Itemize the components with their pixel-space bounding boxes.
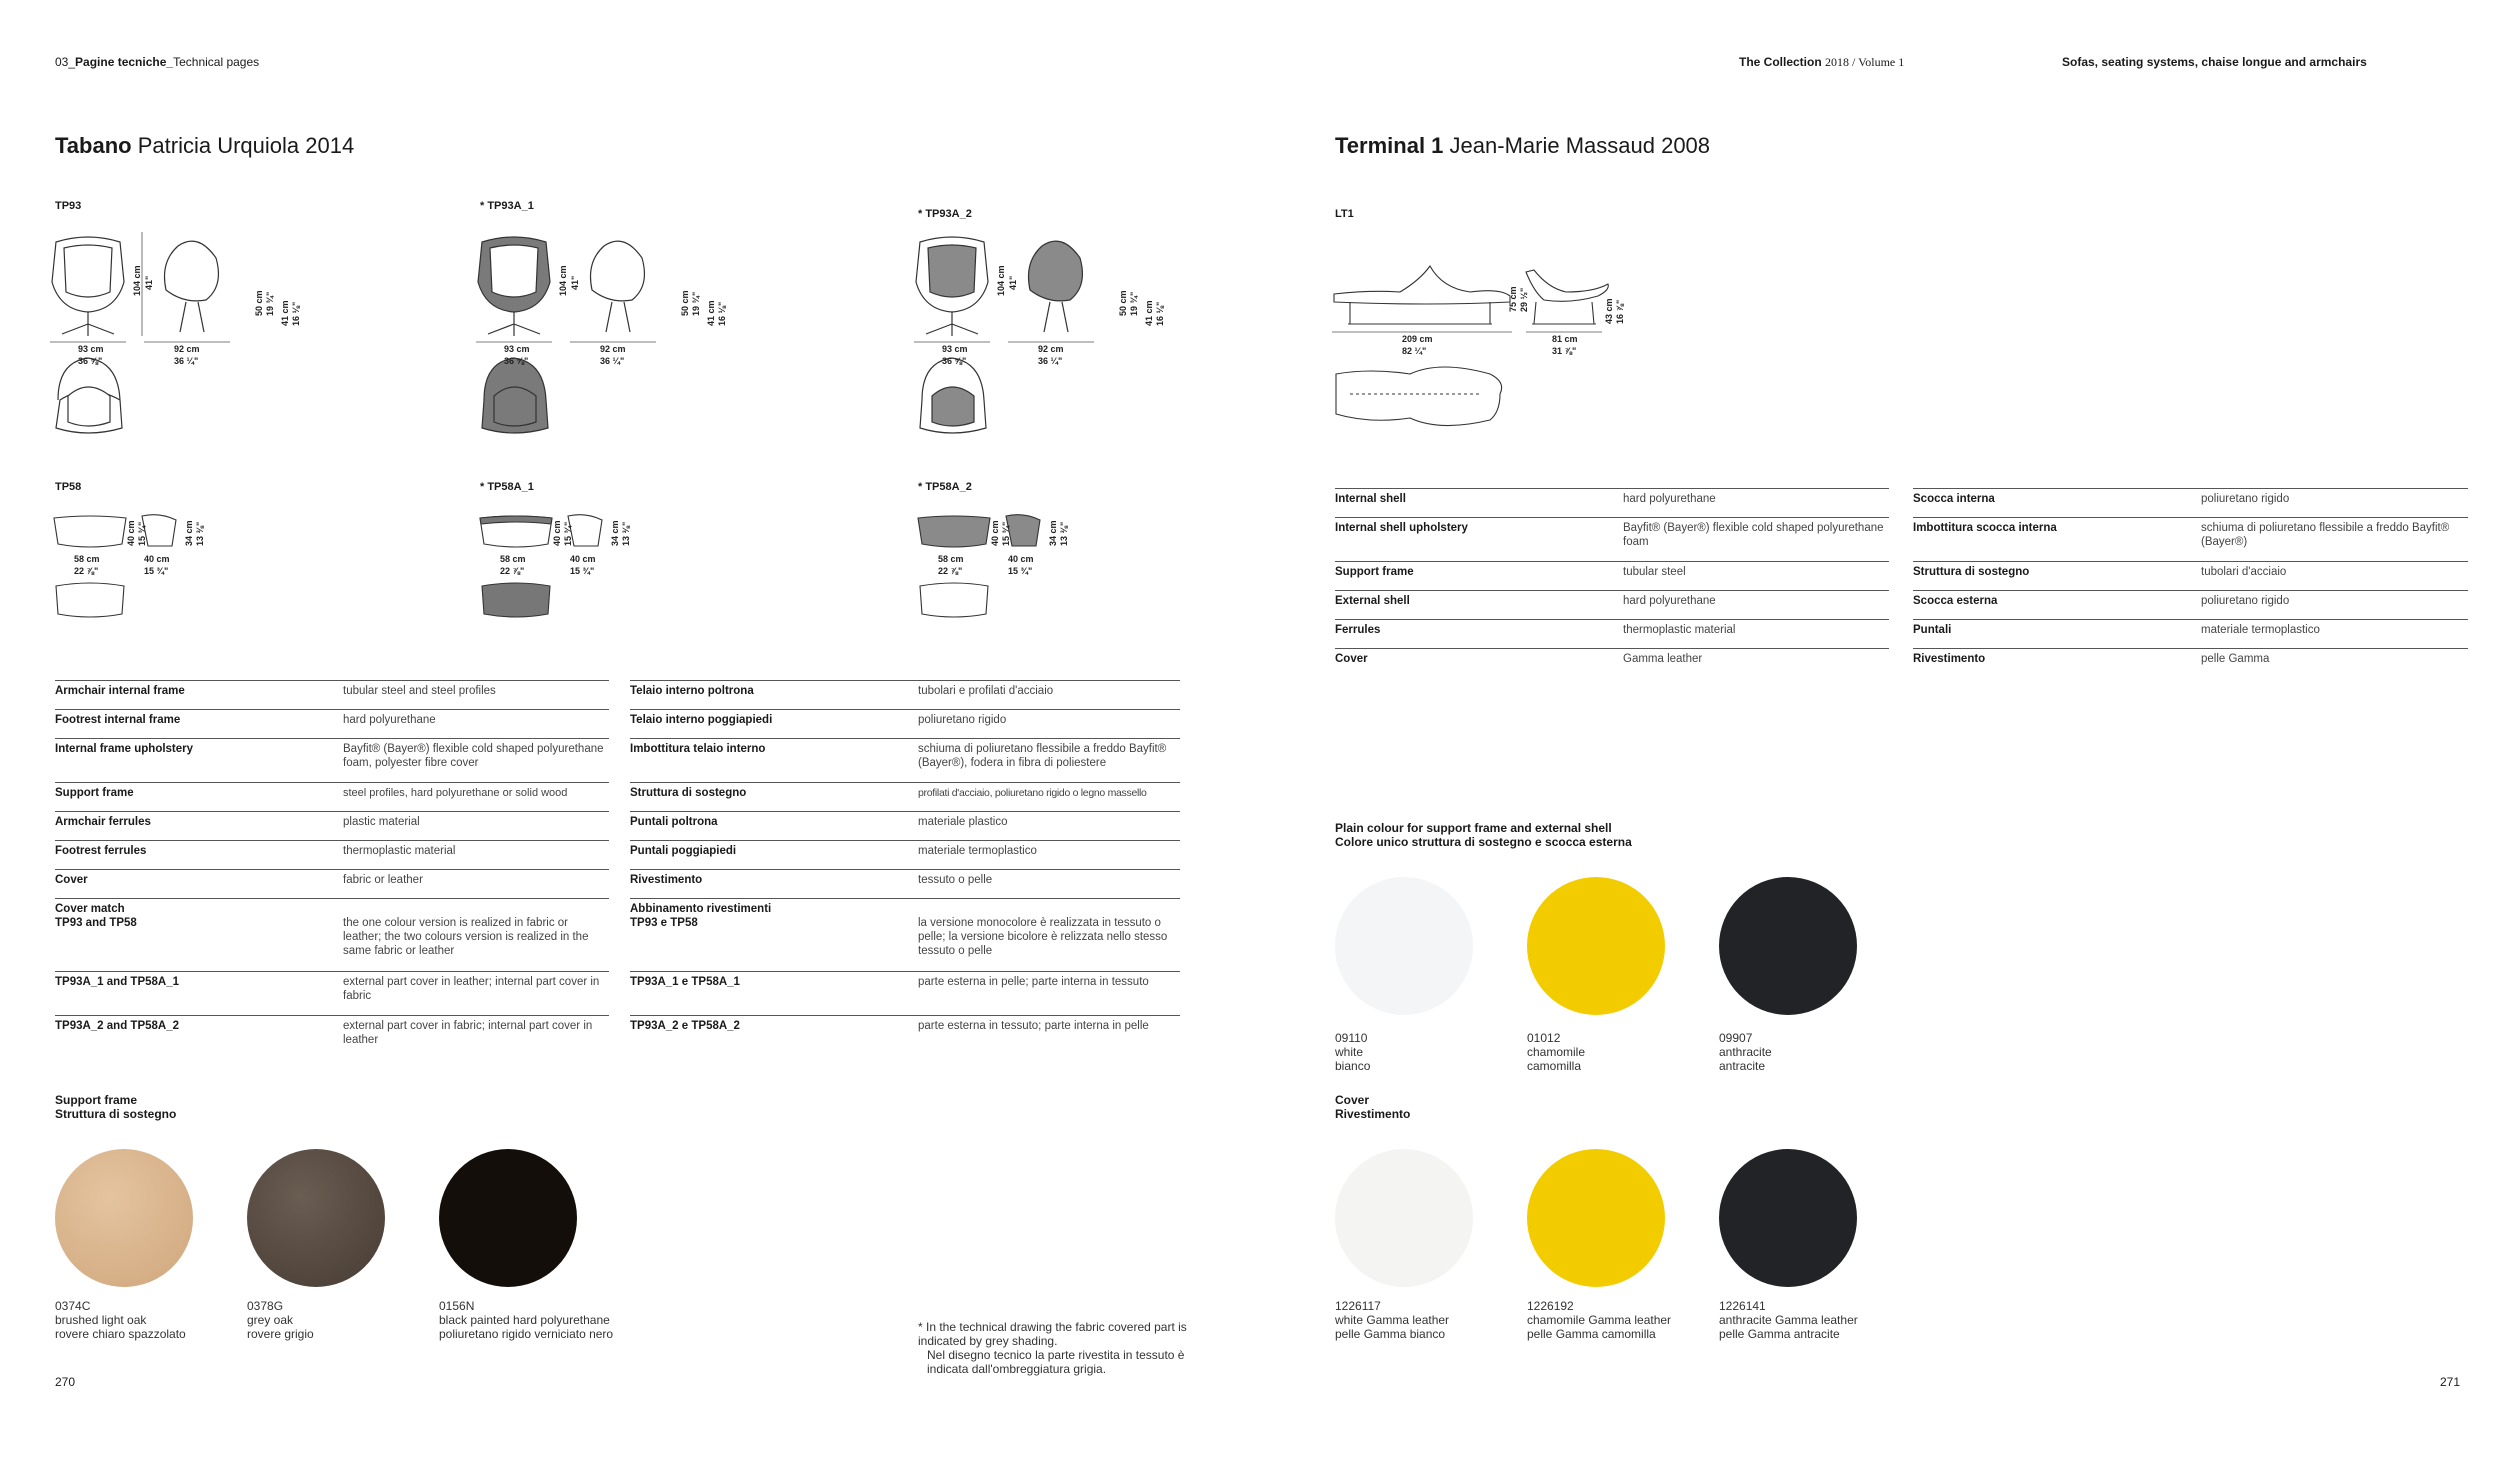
table-row: Armchair ferrules plastic material — [55, 811, 609, 840]
note-en: * In the technical drawing the fabric covered part is indicated by grey shading. — [918, 1320, 1187, 1348]
product-name: Terminal 1 — [1335, 133, 1444, 158]
table-row: Puntali materiale termoplastico — [1913, 619, 2468, 648]
table-row: Armchair internal frame tubular steel and steel profiles — [55, 680, 609, 709]
dim-seat-in: 19 ¾" — [265, 291, 275, 316]
swatch-chamomile-gamma-leather[interactable] — [1527, 1149, 1665, 1287]
model-code-tp58a1: * TP58A_1 — [480, 481, 534, 493]
dim-h1-cm: 40 cm — [552, 520, 562, 546]
table-row: Footrest internal frame hard polyurethane — [55, 709, 609, 738]
table-row: Struttura di sostegno tubolari d'acciaio — [1913, 561, 2468, 590]
dim-width-in: 82 ¼" — [1402, 346, 1427, 356]
dim-depth-in: 36 ¼" — [174, 356, 199, 366]
dim-h1-in: 29 ½" — [1519, 287, 1529, 312]
table-row: Imbottitura telaio interno schiuma di poliuretano flessibile a freddo Bayfit® (Bayer®), fodera in fibra di poliestere — [630, 738, 1180, 782]
dim-h2-in: 16 ⅞" — [1615, 299, 1625, 324]
swatch-white[interactable] — [1335, 877, 1473, 1015]
swatch-anthracite-gamma-leather[interactable] — [1719, 1149, 1857, 1287]
swatch-white-gamma-leather[interactable] — [1335, 1149, 1473, 1287]
section-number: 03_ — [55, 55, 76, 69]
dim-width-cm: 93 cm — [504, 344, 530, 354]
product-title-tabano — [55, 133, 354, 159]
dim-arm-in: 16 ⅛" — [717, 301, 727, 326]
dim-width-in: 22 ⅞" — [74, 566, 99, 576]
dim-width-in: 36 ⅝" — [78, 356, 103, 366]
model-code-tp93: TP93 — [55, 200, 82, 212]
model-code-tp93a2: * TP93A_2 — [918, 208, 972, 220]
page-number-right: 271 — [2440, 1375, 2461, 1389]
dim-seat-cm: 50 cm — [254, 290, 264, 316]
dim-height-in: 41" — [570, 275, 580, 290]
dim-depth-cm: 40 cm — [570, 554, 596, 564]
swatch-brushed-light-oak[interactable] — [55, 1149, 193, 1287]
table-row: External shell hard polyurethane — [1335, 590, 1889, 619]
drawing-tp58a1 — [476, 510, 656, 625]
swatch-label: 1226192 chamomile Gamma leather pelle Gamma camomilla — [1527, 1299, 1672, 1341]
model-code-tp58: TP58 — [55, 481, 82, 493]
dim-depth-cm: 92 cm — [174, 344, 200, 354]
dim-height-cm: 104 cm — [996, 265, 1006, 296]
table-row: Puntali poggiapiedi materiale termoplastico — [630, 840, 1180, 869]
swatch-label: 09907 anthracite antracite — [1719, 1031, 1772, 1073]
table-row: Support frame steel profiles, hard polyurethane or solid wood — [55, 782, 609, 811]
dim-h1-cm: 40 cm — [126, 520, 136, 546]
drawing-tp58 — [50, 510, 230, 625]
dim-width-in: 22 ⅞" — [500, 566, 525, 576]
cover-title: Cover Rivestimento — [1335, 1093, 1411, 1121]
category-header: Sofas, seating systems, chaise longue and armchairs — [2062, 55, 2367, 69]
table-row: Telaio interno poggiapiedi poliuretano rigido — [630, 709, 1180, 738]
dim-h2-cm: 34 cm — [610, 520, 620, 546]
designer-year: Patricia Urquiola 2014 — [137, 133, 355, 158]
swatch-label: 1226141 anthracite Gamma leather pelle Gamma antracite — [1719, 1299, 1858, 1341]
table-row: Scocca interna poliuretano rigido — [1913, 488, 2468, 517]
dim-height-cm: 104 cm — [132, 265, 142, 296]
table-row: Cover Gamma leather — [1335, 648, 1889, 677]
model-code-lt1: LT1 — [1335, 208, 1354, 220]
product-name: Tabano — [55, 133, 132, 158]
table-row: Ferrules thermoplastic material — [1335, 619, 1889, 648]
table-row: Struttura di sostegno profilati d'acciaio, poliuretano rigido o legno massello — [630, 782, 1180, 811]
section-header — [55, 55, 259, 69]
table-row: Abbinamento rivestimenti TP93 e TP58 la versione monocolore è realizzata in tessuto o pelle; la versione bicolore è relizzata nello stesso tessuto o pelle — [630, 898, 1180, 971]
note-it: Nel disegno tecnico la parte rivestita in tessuto è indicata dall'ombreggiatura grigia. — [927, 1348, 1185, 1376]
dim-depth-in: 15 ¾" — [1008, 566, 1033, 576]
drawing-tp93a2 — [912, 232, 1182, 442]
dim-width-cm: 58 cm — [938, 554, 964, 564]
table-row: Rivestimento pelle Gamma — [1913, 648, 2468, 677]
dim-width-cm: 58 cm — [74, 554, 100, 564]
page-number-left: 270 — [55, 1375, 76, 1389]
dim-h1-in: 15 ¾" — [137, 521, 147, 546]
spec-table-en — [55, 680, 609, 1059]
table-row: Imbottitura scocca interna schiuma di poliuretano flessibile a freddo Bayfit® (Bayer®) — [1913, 517, 2468, 561]
dim-width-cm: 209 cm — [1402, 334, 1433, 344]
swatch-label: 0378G grey oak rovere grigio — [247, 1299, 314, 1341]
model-code-tp93a1: * TP93A_1 — [480, 200, 534, 212]
table-row: Puntali poltrona materiale plastico — [630, 811, 1180, 840]
table-row: TP93A_1 and TP58A_1 external part cover in leather; internal part cover in fabric — [55, 971, 609, 1015]
section-title-it: Pagine tecniche — [75, 55, 167, 69]
dim-width-cm: 93 cm — [942, 344, 968, 354]
dim-width-in: 22 ⅞" — [938, 566, 963, 576]
table-row: Scocca esterna poliuretano rigido — [1913, 590, 2468, 619]
drawing-tp93 — [48, 232, 318, 442]
swatch-grey-oak[interactable] — [247, 1149, 385, 1287]
dim-seat-cm: 50 cm — [1118, 290, 1128, 316]
dim-h2-in: 13 ⅜" — [621, 521, 631, 546]
table-row: Support frame tubular steel — [1335, 561, 1889, 590]
table-row: Internal frame upholstery Bayfit® (Bayer®) flexible cold shaped polyurethane foam, polyester fibre cover — [55, 738, 609, 782]
table-row: Cover match TP93 and TP58 the one colour version is realized in fabric or leather; the two colours version is realized in the same fabric or leather — [55, 898, 609, 971]
plain-colour-title: Plain colour for support frame and external shell Colore unico struttura di sostegno e scocca esterna — [1335, 821, 1632, 849]
swatch-label: 1226117 white Gamma leather pelle Gamma bianco — [1335, 1299, 1450, 1341]
swatch-anthracite[interactable] — [1719, 877, 1857, 1015]
table-row: Cover fabric or leather — [55, 869, 609, 898]
dim-seat-cm: 50 cm — [680, 290, 690, 316]
swatch-label: 0374C brushed light oak rovere chiaro spazzolato — [55, 1299, 186, 1341]
dim-width-cm: 93 cm — [78, 344, 104, 354]
dim-depth-in: 31 ⅞" — [1552, 346, 1577, 356]
drawing-lt1 — [1330, 262, 1630, 462]
dim-h1-in: 15 ¾" — [563, 521, 573, 546]
table-row: Footrest ferrules thermoplastic material — [55, 840, 609, 869]
swatch-black-painted[interactable] — [439, 1149, 577, 1287]
support-frame-title: Support frame Struttura di sostegno — [55, 1093, 177, 1121]
table-row: TP93A_1 e TP58A_1 parte esterna in pelle; parte interna in tessuto — [630, 971, 1180, 1015]
dim-depth-in: 15 ¾" — [144, 566, 169, 576]
product-title-terminal — [1335, 133, 1710, 159]
dim-height-in: 41" — [144, 275, 154, 290]
table-row: TP93A_2 e TP58A_2 parte esterna in tessuto; parte interna in pelle — [630, 1015, 1180, 1059]
dim-depth-in: 15 ¾" — [570, 566, 595, 576]
dim-depth-cm: 40 cm — [1008, 554, 1034, 564]
collection-name: The Collection — [1739, 55, 1822, 69]
table-row: Telaio interno poltrona tubolari e profilati d'acciaio — [630, 680, 1180, 709]
dim-h1-cm: 40 cm — [990, 520, 1000, 546]
swatch-chamomile[interactable] — [1527, 877, 1665, 1015]
dim-h2-cm: 34 cm — [184, 520, 194, 546]
dim-h2-cm: 34 cm — [1048, 520, 1058, 546]
section-title-en: Technical pages — [173, 55, 260, 69]
swatch-label: 01012 chamomile camomilla — [1527, 1031, 1586, 1073]
dim-arm-cm: 41 cm — [1144, 300, 1154, 326]
spec-table-it — [630, 680, 1180, 1059]
dim-arm-in: 16 ⅛" — [1155, 301, 1165, 326]
dim-h2-cm: 43 cm — [1604, 298, 1614, 324]
dim-h2-in: 13 ⅜" — [195, 521, 205, 546]
table-row: Internal shell upholstery Bayfit® (Bayer®) flexible cold shaped polyurethane foam — [1335, 517, 1889, 561]
dim-h1-cm: 75 cm — [1508, 286, 1518, 312]
dim-width-in: 36 ⅝" — [942, 356, 967, 366]
drawing-tp93a1 — [474, 232, 744, 442]
model-code-tp58a2: * TP58A_2 — [918, 481, 972, 493]
dim-depth-cm: 40 cm — [144, 554, 170, 564]
table-row: Internal shell hard polyurethane — [1335, 488, 1889, 517]
dim-seat-in: 19 ¾" — [1129, 291, 1139, 316]
spec-table-en — [1335, 488, 1889, 677]
shading-note — [918, 1320, 1188, 1376]
spec-table-it — [1913, 488, 2468, 677]
drawing-tp58a2 — [914, 510, 1094, 625]
dim-depth-in: 36 ¼" — [1038, 356, 1063, 366]
dim-arm-cm: 41 cm — [280, 300, 290, 326]
section-separator: _ — [166, 55, 174, 69]
table-row: TP93A_2 and TP58A_2 external part cover in fabric; internal part cover in leather — [55, 1015, 609, 1059]
collection-header — [1739, 55, 1904, 70]
dim-h2-in: 13 ⅜" — [1059, 521, 1069, 546]
dim-arm-cm: 41 cm — [706, 300, 716, 326]
dim-height-cm: 104 cm — [558, 265, 568, 296]
swatch-label: 09110 white bianco — [1335, 1031, 1371, 1073]
dim-arm-in: 16 ⅛" — [291, 301, 301, 326]
dim-width-cm: 58 cm — [500, 554, 526, 564]
dim-h1-in: 15 ¾" — [1001, 521, 1011, 546]
dim-depth-cm: 92 cm — [1038, 344, 1064, 354]
dim-depth-cm: 81 cm — [1552, 334, 1578, 344]
dim-depth-cm: 92 cm — [600, 344, 626, 354]
dim-height-in: 41" — [1008, 275, 1018, 290]
dim-width-in: 36 ⅝" — [504, 356, 529, 366]
dim-depth-in: 36 ¼" — [600, 356, 625, 366]
collection-volume: 2018 / Volume 1 — [1825, 55, 1905, 69]
swatch-label: 0156N black painted hard polyurethane poliuretano rigido verniciato nero — [439, 1299, 614, 1341]
table-row: Rivestimento tessuto o pelle — [630, 869, 1180, 898]
dim-seat-in: 19 ¾" — [691, 291, 701, 316]
designer-year: Jean-Marie Massaud 2008 — [1449, 133, 1711, 158]
